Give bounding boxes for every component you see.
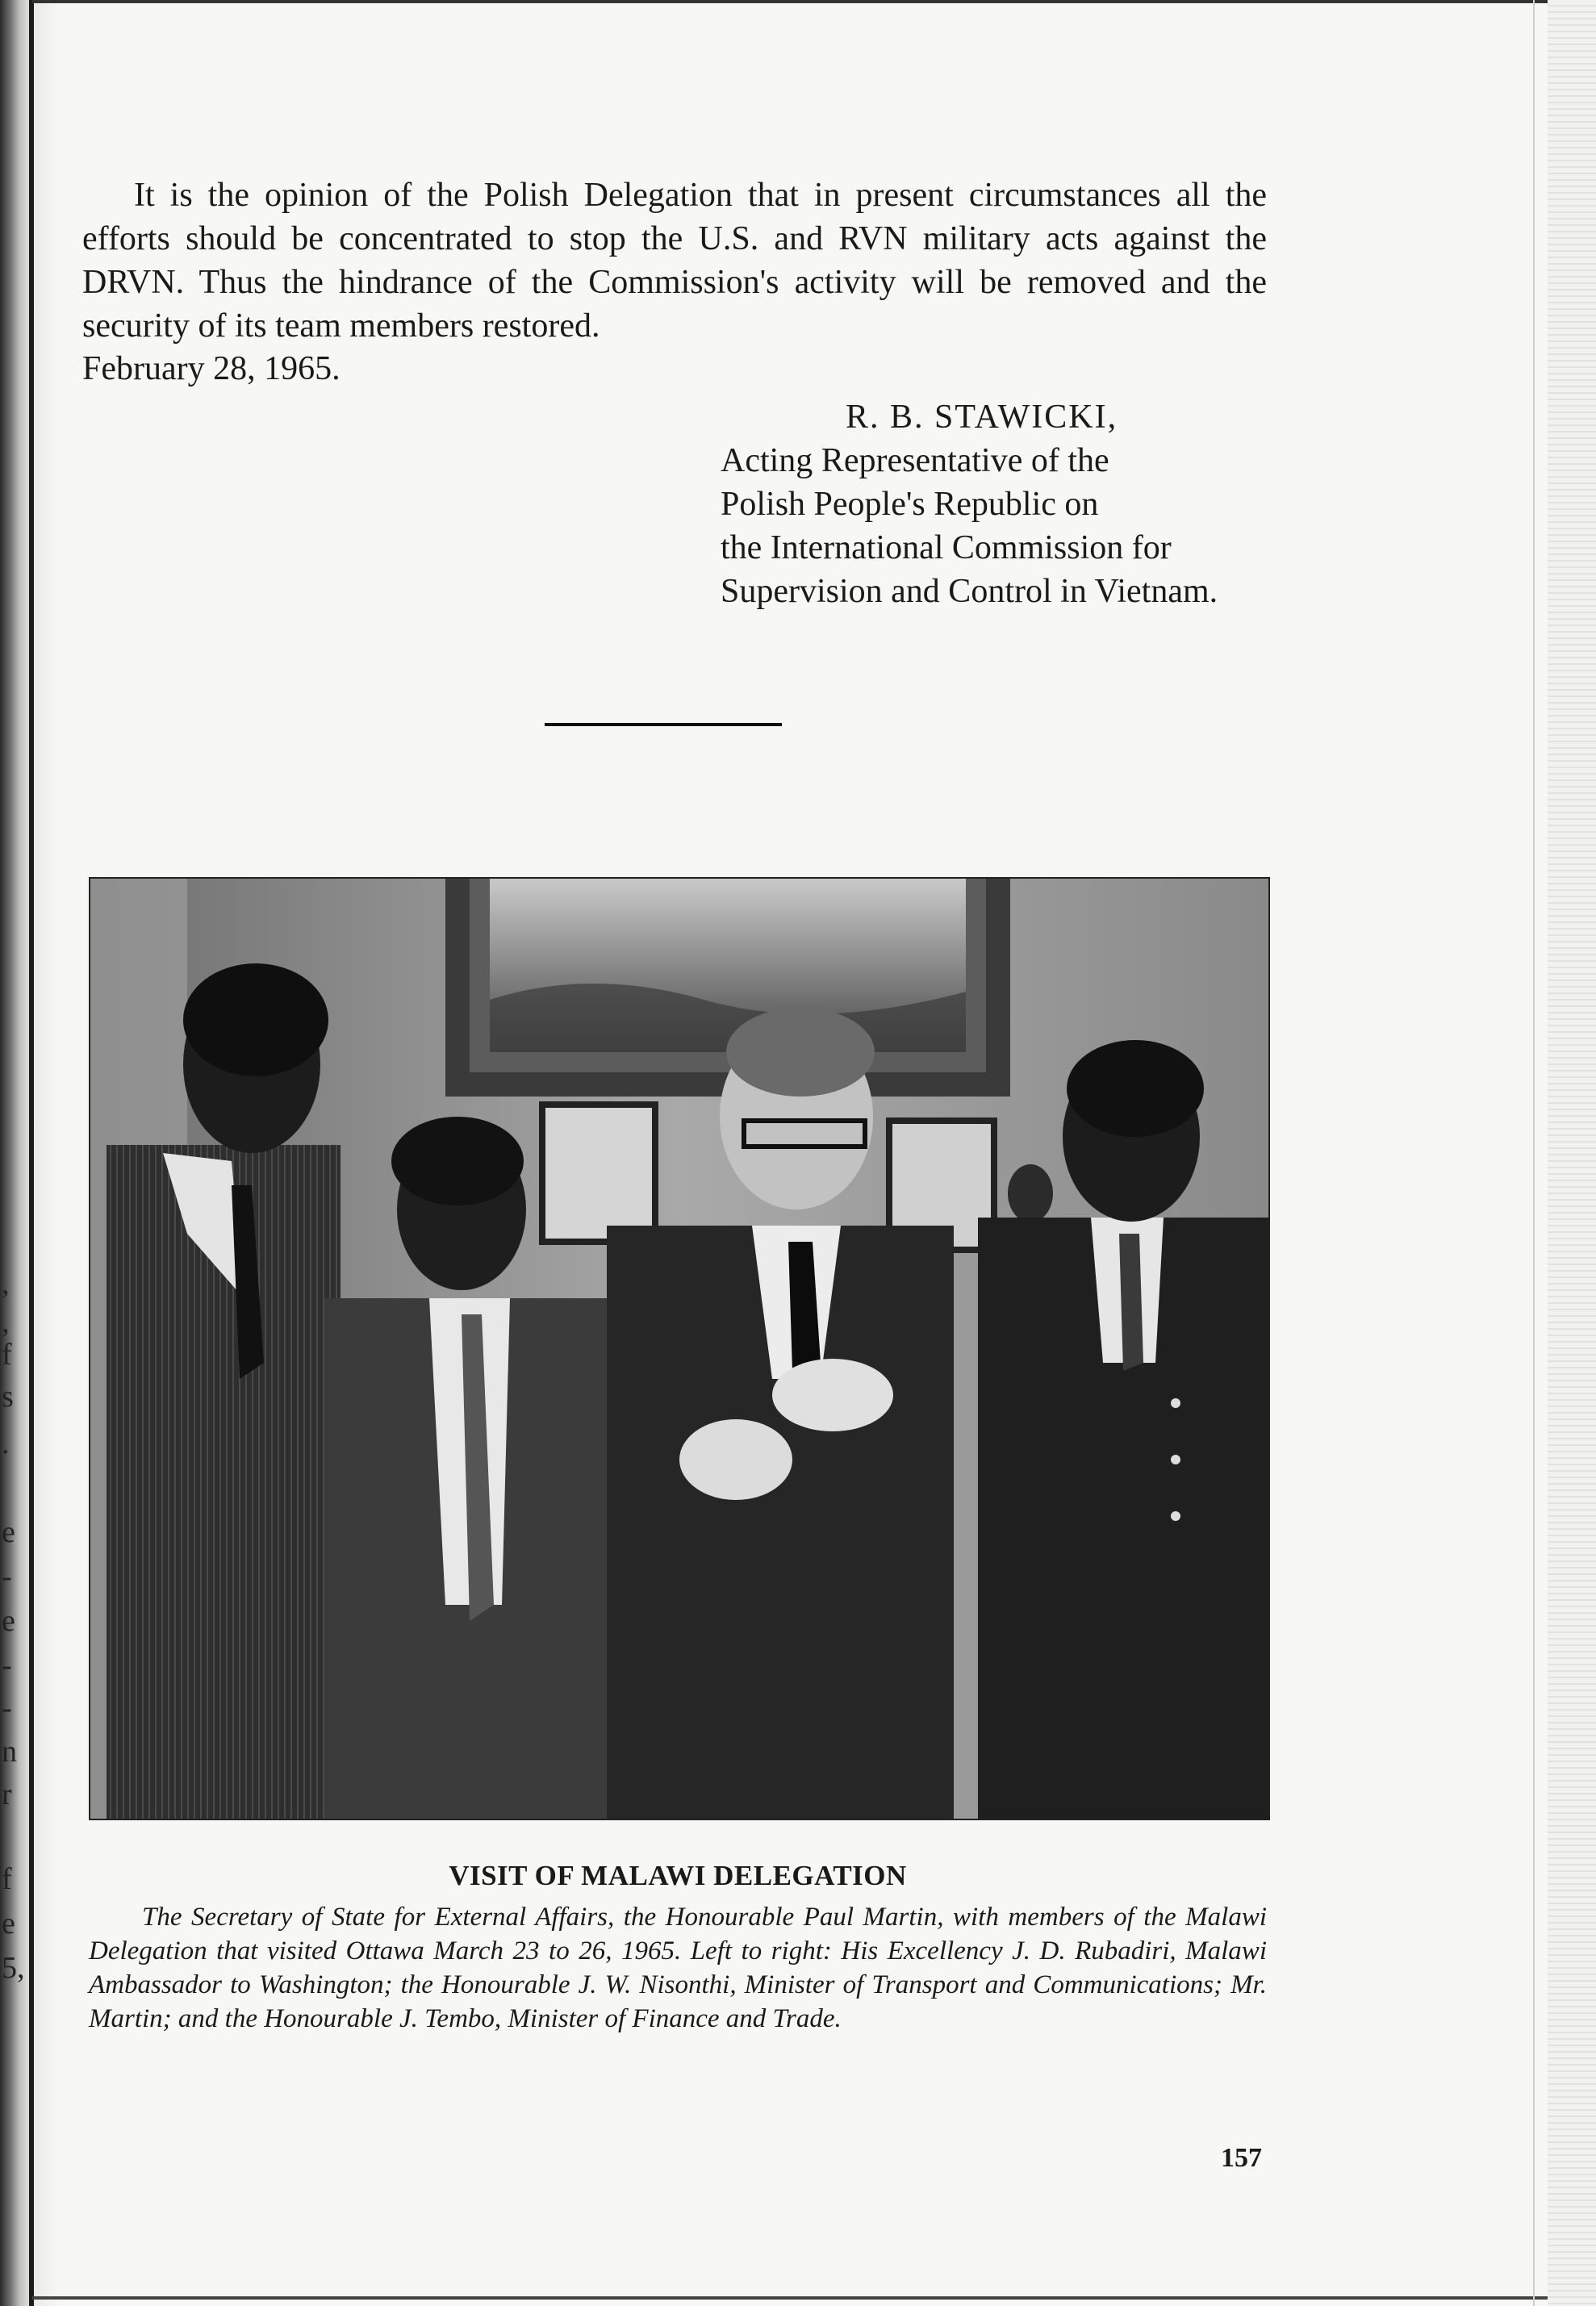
photograph-illustration bbox=[90, 879, 1268, 1819]
right-page-edge bbox=[1548, 0, 1596, 2306]
signatory-title-line: Supervision and Control in Vietnam. bbox=[721, 573, 1218, 610]
top-scan-edge bbox=[32, 0, 1596, 3]
signatory-title-line: Polish People's Republic on bbox=[721, 486, 1099, 523]
bottom-scan-edge bbox=[32, 2296, 1596, 2300]
left-margin-fragments bbox=[0, 0, 32, 2306]
margin-fragment: r bbox=[2, 1778, 12, 1811]
section-divider bbox=[545, 723, 782, 726]
margin-fragment: - bbox=[2, 1691, 12, 1725]
margin-fragment: , bbox=[2, 1305, 10, 1339]
margin-fragment: - bbox=[2, 1648, 12, 1682]
margin-fragment: e bbox=[2, 1604, 15, 1638]
margin-fragment: 5, bbox=[2, 1951, 25, 1985]
letter-date: February 28, 1965. bbox=[82, 350, 341, 387]
signatory-name: R. B. STAWICKI, bbox=[846, 399, 1118, 436]
margin-fragment: f bbox=[2, 1338, 12, 1372]
margin-fragment: e bbox=[2, 1515, 15, 1549]
letter-paragraph: It is the opinion of the Polish Delegation that in present circumstances all the efforts should be concentrated to stop the U.S. and RVN military acts against the DRVN. Thus the hindrance of the Commission's activity will be removed and the security of its team members restored. bbox=[82, 177, 1267, 345]
margin-fragment: e bbox=[2, 1907, 15, 1940]
photo-caption-body: The Secretary of State for External Affairs, the Honourable Paul Martin, with members of the Malawi Delegation that visited Ottawa March 23 to 26, 1965. Left to right: His Excellency J. D. Rubadiri, Malawi Ambassador to Washington; the Honourable J. W. Nisonthi, Minister of Transport and Communications; Mr. Martin; and the Honourable J. Tembo, Minister of Finance and Trade. bbox=[89, 1903, 1267, 2033]
margin-fragment: , bbox=[2, 1267, 10, 1301]
signatory-title-line: the International Commission for bbox=[721, 529, 1172, 566]
margin-fragment: n bbox=[2, 1735, 17, 1769]
signature-block bbox=[721, 395, 1285, 613]
delegation-photograph bbox=[89, 877, 1270, 1820]
signatory-title-line: Acting Representative of the bbox=[721, 442, 1109, 479]
margin-fragment: - bbox=[2, 1560, 12, 1594]
right-page-fold-line bbox=[1533, 0, 1535, 2306]
page-number: 157 bbox=[1221, 2143, 1262, 2173]
margin-fragment: . bbox=[2, 1427, 10, 1460]
photo-caption-title: VISIT OF MALAWI DELEGATION bbox=[449, 1860, 907, 1891]
margin-fragment: f bbox=[2, 1862, 12, 1896]
margin-fragment: s bbox=[2, 1380, 14, 1414]
